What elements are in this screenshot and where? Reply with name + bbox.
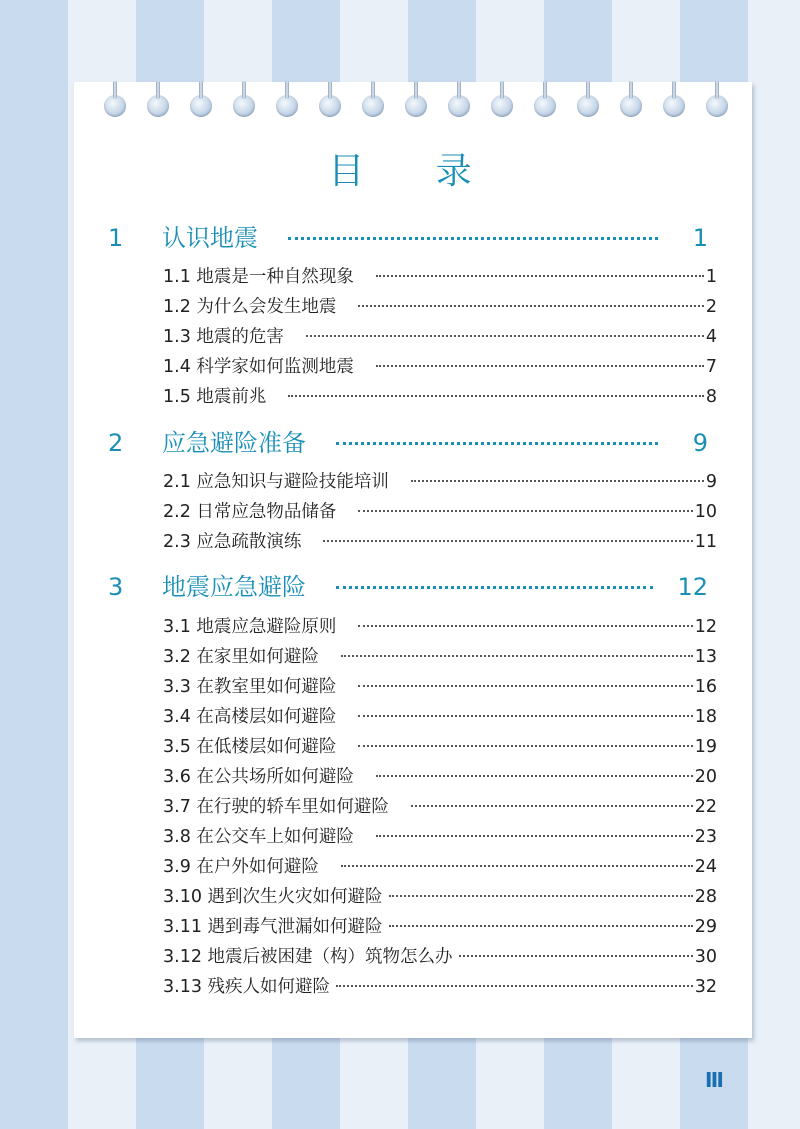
entry-title: 3.9 在户外如何避险 (163, 857, 319, 877)
page-number: 23 (694, 827, 717, 847)
dot-leader (358, 305, 703, 307)
page-number: 18 (694, 707, 717, 727)
toc-entry[interactable] (163, 613, 717, 638)
toc-entry[interactable] (163, 973, 717, 998)
page-number: 10 (694, 502, 717, 522)
toc-entry[interactable] (163, 498, 717, 523)
page-number: 8 (705, 387, 717, 407)
dot-leader (306, 335, 704, 337)
page-number: 28 (694, 887, 717, 907)
dot-leader (336, 442, 658, 445)
entry-title: 3.8 在公交车上如何避险 (163, 827, 354, 847)
entry-title: 3.11 遇到毒气泄漏如何避险 (163, 917, 383, 937)
page-number: 16 (694, 677, 717, 697)
dot-leader (376, 835, 693, 837)
toc-chapter-2[interactable] (108, 423, 708, 458)
entry-title: 1.2 为什么会发生地震 (163, 297, 337, 317)
toc-entry[interactable] (163, 943, 717, 968)
page-number: 32 (694, 977, 717, 997)
page-number: 4 (705, 327, 717, 347)
toc-entry[interactable] (163, 763, 717, 788)
binder-ring-icon (276, 95, 298, 117)
page-number: 2 (705, 297, 717, 317)
page-number: 24 (694, 857, 717, 877)
toc-entry[interactable] (163, 468, 717, 493)
toc-entry[interactable] (163, 353, 717, 378)
entry-title: 2.1 应急知识与避险技能培训 (163, 472, 389, 492)
toc-entry[interactable] (163, 263, 717, 288)
page-number: 12 (694, 617, 717, 637)
toc-entry[interactable] (163, 673, 717, 698)
toc-chapter-3[interactable] (108, 567, 708, 602)
entry-title: 2.3 应急疏散演练 (163, 532, 302, 552)
page-title: 目 录 (328, 151, 502, 192)
page-folio: Ⅲ (705, 1068, 723, 1092)
toc-entry[interactable] (163, 643, 717, 668)
dot-leader (358, 685, 692, 687)
dot-leader (341, 655, 693, 657)
binder-ring-icon (663, 95, 685, 117)
dot-leader (288, 237, 658, 240)
chapter-number: 1 (108, 224, 124, 252)
page-number: 22 (694, 797, 717, 817)
dot-leader (336, 586, 653, 589)
page-number: 19 (694, 737, 717, 757)
toc-entry[interactable] (163, 733, 717, 758)
toc-entry[interactable] (163, 883, 717, 908)
binder-ring-icon (620, 95, 642, 117)
entry-title: 1.4 科学家如何监测地震 (163, 357, 354, 377)
binder-ring-icon (706, 95, 728, 117)
entry-title: 2.2 日常应急物品储备 (163, 502, 337, 522)
entry-title: 1.3 地震的危害 (163, 327, 284, 347)
entry-title: 3.12 地震后被困建（构）筑物怎么办 (163, 947, 453, 967)
entry-title: 3.2 在家里如何避险 (163, 647, 319, 667)
dot-leader (323, 540, 692, 542)
dot-leader (389, 895, 693, 897)
binder-ring-icon (104, 95, 126, 117)
entry-title: 3.4 在高楼层如何避险 (163, 707, 337, 727)
toc-entry[interactable] (163, 293, 717, 318)
binder-ring-icon (319, 95, 341, 117)
dot-leader (336, 985, 693, 987)
dot-leader (358, 745, 692, 747)
page-number: 30 (694, 947, 717, 967)
dot-leader (358, 625, 692, 627)
entry-title: 3.3 在教室里如何避险 (163, 677, 337, 697)
toc-entry[interactable] (163, 853, 717, 878)
page-number: 9 (692, 429, 708, 457)
binder-ring-icon (362, 95, 384, 117)
entry-title: 3.13 残疾人如何避险 (163, 977, 331, 997)
binder-ring-icon (491, 95, 513, 117)
page-number: 29 (694, 917, 717, 937)
toc-chapter-1[interactable] (108, 218, 708, 253)
page-number: 20 (694, 767, 717, 787)
dot-leader (459, 955, 693, 957)
dot-leader (376, 775, 693, 777)
page-number: 11 (694, 532, 717, 552)
page-number: 7 (705, 357, 717, 377)
binder-ring-icon (448, 95, 470, 117)
entry-title: 3.10 遇到次生火灾如何避险 (163, 887, 383, 907)
toc-entry[interactable] (163, 323, 717, 348)
entry-title: 3.7 在行驶的轿车里如何避险 (163, 797, 389, 817)
chapter-number: 2 (108, 429, 124, 457)
binder-ring-icon (190, 95, 212, 117)
page-number: 1 (692, 224, 708, 252)
dot-leader (389, 925, 693, 927)
chapter-title: 应急避险准备 (162, 429, 306, 457)
chapter-number: 3 (108, 573, 124, 601)
binder-ring-icon (405, 95, 427, 117)
toc-entry[interactable] (163, 528, 717, 553)
entry-title: 1.1 地震是一种自然现象 (163, 267, 354, 287)
dot-leader (411, 805, 693, 807)
chapter-title: 认识地震 (162, 224, 258, 252)
page-number: 1 (705, 267, 717, 287)
toc-entry[interactable] (163, 793, 717, 818)
toc-entry[interactable] (163, 823, 717, 848)
dot-leader (358, 715, 692, 717)
dot-leader (288, 395, 703, 397)
binder-ring-icon (233, 95, 255, 117)
toc-entry[interactable] (163, 913, 717, 938)
page-number: 12 (677, 573, 708, 601)
binder-ring-icon (147, 95, 169, 117)
entry-title: 3.1 地震应急避险原则 (163, 617, 337, 637)
dot-leader (358, 510, 692, 512)
entry-title: 1.5 地震前兆 (163, 387, 267, 407)
entry-title: 3.5 在低楼层如何避险 (163, 737, 337, 757)
binder-ring-icon (534, 95, 556, 117)
dot-leader (411, 480, 704, 482)
toc-entry[interactable] (163, 703, 717, 728)
dot-leader (341, 865, 693, 867)
toc-entry[interactable] (163, 383, 717, 408)
binder-ring-icon (577, 95, 599, 117)
page-number: 13 (694, 647, 717, 667)
dot-leader (376, 275, 704, 277)
chapter-title: 地震应急避险 (162, 573, 306, 601)
entry-title: 3.6 在公共场所如何避险 (163, 767, 354, 787)
page-number: 9 (705, 472, 717, 492)
dot-leader (376, 365, 704, 367)
